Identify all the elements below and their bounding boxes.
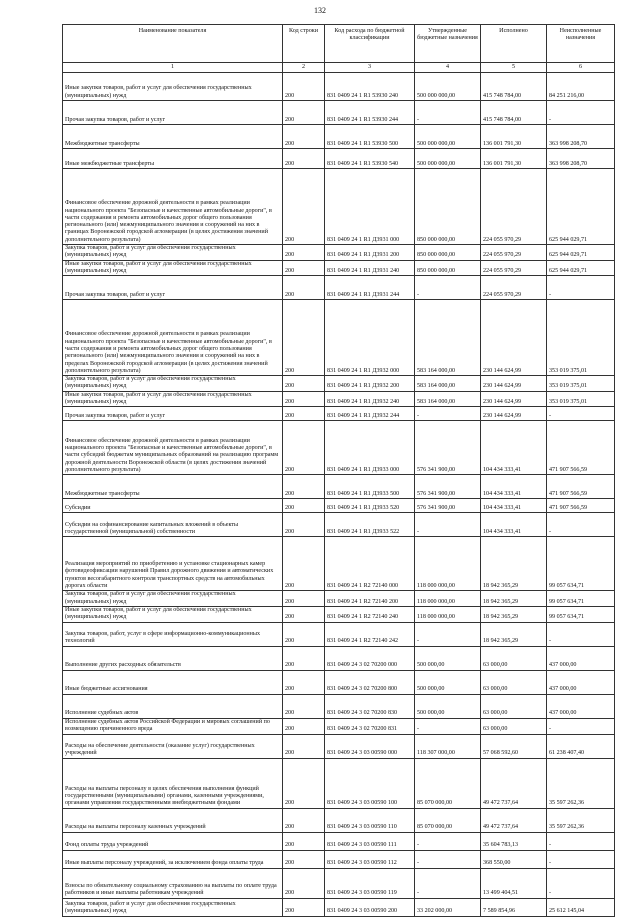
column-number: 4 bbox=[415, 63, 481, 73]
table-row bbox=[63, 499, 615, 513]
table-row bbox=[63, 898, 615, 916]
row-code-cell: 200 bbox=[283, 73, 325, 101]
row-name-cell: Закупка товаров, работ и услуг для обеспечения государственных (муниципальных) нужд bbox=[63, 245, 283, 261]
row-kbk-cell: 831 0409 24 1 R1 Д3932 240 bbox=[325, 391, 415, 407]
table-row bbox=[63, 260, 615, 276]
row-approved-cell: 576 341 900,00 bbox=[415, 499, 481, 513]
row-approved-cell: 583 164 000,00 bbox=[415, 376, 481, 392]
row-approved-cell: 500 000,00 bbox=[415, 670, 481, 694]
row-name-cell: Закупка товаров, работ и услуг для обеспечения государственных (муниципальных) нужд bbox=[63, 898, 283, 916]
row-name-cell: Финансовое обеспечение дорожной деятельности в рамках реализации национального проекта "Безопасные и качественные автомобильные дороги", в части содержания и ремонта автомобильных дорог общего пользования регионального (или) межмуниципального значения и сооружений на них в пределах Воронежской городской агломерации (в целях достижения значений дополнительного результата) bbox=[63, 300, 283, 376]
row-unexecuted-cell: 25 612 145,04 bbox=[547, 898, 615, 916]
row-unexecuted-cell: - bbox=[547, 718, 615, 734]
row-kbk-cell: 831 0409 24 1 R1 Д3931 200 bbox=[325, 245, 415, 261]
row-unexecuted-cell: 471 907 566,59 bbox=[547, 421, 615, 475]
column-number: 3 bbox=[325, 63, 415, 73]
row-kbk-cell: 831 0409 24 3 03 00590 112 bbox=[325, 850, 415, 868]
row-unexecuted-cell: 625 944 029,71 bbox=[547, 260, 615, 276]
row-name-cell: Иные закупки товаров, работ и услуг для обеспечения государственных (муниципальных) нужд bbox=[63, 606, 283, 622]
row-executed-cell: 224 055 970,29 bbox=[481, 245, 547, 261]
row-executed-cell: 224 055 970,29 bbox=[481, 260, 547, 276]
row-kbk-cell: 831 0409 24 1 R1 Д3933 522 bbox=[325, 513, 415, 537]
row-code-cell: 200 bbox=[283, 376, 325, 392]
row-approved-cell: 500 000 000,00 bbox=[415, 125, 481, 149]
header-indicator-name: Наименование показателя bbox=[63, 25, 283, 63]
row-executed-cell: 230 144 624,99 bbox=[481, 300, 547, 376]
row-kbk-cell: 831 0409 24 1 R1 53930 240 bbox=[325, 73, 415, 101]
row-name-cell: Исполнение судебных актов Российской Федерации и мировых соглашений по возмещению причиненного вреда bbox=[63, 718, 283, 734]
row-unexecuted-cell: 471 907 566,59 bbox=[547, 499, 615, 513]
row-executed-cell: 18 942 365,29 bbox=[481, 591, 547, 607]
row-code-cell: 200 bbox=[283, 101, 325, 125]
row-code-cell: 200 bbox=[283, 646, 325, 670]
row-kbk-cell: 831 0409 24 1 R1 Д3932 000 bbox=[325, 300, 415, 376]
row-unexecuted-cell: 84 251 216,00 bbox=[547, 73, 615, 101]
row-name-cell: Иные выплаты персоналу учреждений, за исключением фонда оплаты труда bbox=[63, 850, 283, 868]
row-name-cell: Межбюджетные трансферты bbox=[63, 475, 283, 499]
row-executed-cell: 18 942 365,29 bbox=[481, 622, 547, 646]
row-kbk-cell: 831 0409 24 1 R1 Д3933 520 bbox=[325, 499, 415, 513]
row-code-cell: 200 bbox=[283, 169, 325, 245]
row-kbk-cell: 831 0409 24 1 R1 53930 244 bbox=[325, 101, 415, 125]
row-name-cell: Иные закупки товаров, работ и услуг для обеспечения государственных (муниципальных) нужд bbox=[63, 73, 283, 101]
row-name-cell: Иные закупки товаров, работ и услуг для обеспечения государственных (муниципальных) нужд bbox=[63, 391, 283, 407]
row-approved-cell: 85 070 000,00 bbox=[415, 758, 481, 808]
row-code-cell: 200 bbox=[283, 868, 325, 898]
row-code-cell: 200 bbox=[283, 513, 325, 537]
table-row bbox=[63, 646, 615, 670]
row-kbk-cell: 831 0409 24 3 02 70200 000 bbox=[325, 646, 415, 670]
row-executed-cell: 63 000,00 bbox=[481, 718, 547, 734]
row-approved-cell: 583 164 000,00 bbox=[415, 300, 481, 376]
row-kbk-cell: 831 0409 24 1 R1 53930 500 bbox=[325, 125, 415, 149]
row-executed-cell: 415 748 784,00 bbox=[481, 101, 547, 125]
row-approved-cell: 850 000 000,00 bbox=[415, 169, 481, 245]
row-approved-cell: - bbox=[415, 850, 481, 868]
row-unexecuted-cell: 437 000,00 bbox=[547, 670, 615, 694]
row-code-cell: 200 bbox=[283, 606, 325, 622]
row-approved-cell: 500 000,00 bbox=[415, 646, 481, 670]
row-unexecuted-cell: - bbox=[547, 868, 615, 898]
row-code-cell: 200 bbox=[283, 670, 325, 694]
row-code-cell: 200 bbox=[283, 300, 325, 376]
row-kbk-cell: 831 0409 24 3 03 00590 119 bbox=[325, 868, 415, 898]
table-row bbox=[63, 537, 615, 591]
row-executed-cell: 368 550,00 bbox=[481, 850, 547, 868]
table-row bbox=[63, 591, 615, 607]
row-approved-cell: 118 307 000,00 bbox=[415, 734, 481, 758]
row-kbk-cell: 831 0409 24 3 02 70200 830 bbox=[325, 694, 415, 718]
row-name-cell: Субсидии на софинансирование капитальных вложений в объекты государственной (муниципальной) собственности bbox=[63, 513, 283, 537]
row-code-cell: 200 bbox=[283, 149, 325, 169]
row-approved-cell: - bbox=[415, 622, 481, 646]
table-row bbox=[63, 808, 615, 832]
table-row bbox=[63, 513, 615, 537]
table-row bbox=[63, 606, 615, 622]
row-unexecuted-cell: - bbox=[547, 276, 615, 300]
row-name-cell: Расходы на выплаты персоналу в целях обеспечения выполнения функций государственными (муниципальными) органами, казенными учреждениями, органами управления государственными внебюджетными фондами bbox=[63, 758, 283, 808]
row-kbk-cell: 831 0409 24 1 R1 Д3931 000 bbox=[325, 169, 415, 245]
row-code-cell: 200 bbox=[283, 391, 325, 407]
row-code-cell: 200 bbox=[283, 832, 325, 850]
row-code-cell: 200 bbox=[283, 718, 325, 734]
row-kbk-cell: 831 0409 24 3 02 70200 800 bbox=[325, 670, 415, 694]
row-executed-cell: 415 748 784,00 bbox=[481, 73, 547, 101]
row-executed-cell: 136 001 791,30 bbox=[481, 149, 547, 169]
row-unexecuted-cell: 61 238 407,40 bbox=[547, 734, 615, 758]
row-executed-cell: 136 001 791,30 bbox=[481, 125, 547, 149]
row-name-cell: Прочая закупка товаров, работ и услуг bbox=[63, 101, 283, 125]
row-kbk-cell: 831 0409 24 1 R1 Д3931 240 bbox=[325, 260, 415, 276]
row-approved-cell: 118 000 000,00 bbox=[415, 537, 481, 591]
row-approved-cell: - bbox=[415, 101, 481, 125]
row-executed-cell: 57 068 592,60 bbox=[481, 734, 547, 758]
row-code-cell: 200 bbox=[283, 407, 325, 421]
row-executed-cell: 7 589 854,96 bbox=[481, 898, 547, 916]
row-approved-cell: 850 000 000,00 bbox=[415, 260, 481, 276]
table-row bbox=[63, 622, 615, 646]
row-name-cell: Реализация мероприятий по приобретению и установке стационарных камер фотовидеофиксации нарушений Правил дорожного движения и автоматических пунктов весогабаритного контроля транспортных средств на автомобильных дорогах области bbox=[63, 537, 283, 591]
row-executed-cell: 230 144 624,99 bbox=[481, 407, 547, 421]
row-code-cell: 200 bbox=[283, 276, 325, 300]
row-approved-cell: 850 000 000,00 bbox=[415, 245, 481, 261]
row-kbk-cell: 831 0409 24 1 R2 72140 240 bbox=[325, 606, 415, 622]
row-code-cell: 200 bbox=[283, 898, 325, 916]
row-name-cell: Субсидии bbox=[63, 499, 283, 513]
column-number: 2 bbox=[283, 63, 325, 73]
row-name-cell: Закупка товаров, работ и услуг для обеспечения государственных (муниципальных) нужд bbox=[63, 591, 283, 607]
row-name-cell: Финансовое обеспечение дорожной деятельности в рамках реализации национального проекта "Безопасные и качественные автомобильные дороги", в части содержания и ремонта автомобильных дорог общего пользования регионального (или) межмуниципального значения и сооружений на них в границах Воронежской городской агломерации (в целях достижения значений дополнительного результата) bbox=[63, 169, 283, 245]
row-unexecuted-cell: 99 057 634,71 bbox=[547, 606, 615, 622]
row-executed-cell: 13 499 404,51 bbox=[481, 868, 547, 898]
row-unexecuted-cell: 471 907 566,59 bbox=[547, 475, 615, 499]
row-unexecuted-cell: 363 998 208,70 bbox=[547, 125, 615, 149]
row-unexecuted-cell: 363 998 208,70 bbox=[547, 149, 615, 169]
column-number: 1 bbox=[63, 63, 283, 73]
row-executed-cell: 49 472 737,64 bbox=[481, 808, 547, 832]
row-name-cell: Взносы по обязательному социальному страхованию на выплаты по оплате труда работников и иные выплаты работникам учреждений bbox=[63, 868, 283, 898]
row-name-cell: Закупка товаров, работ и услуг для обеспечения государственных (муниципальных) нужд bbox=[63, 376, 283, 392]
table-row bbox=[63, 694, 615, 718]
table-row bbox=[63, 149, 615, 169]
row-code-cell: 200 bbox=[283, 475, 325, 499]
row-kbk-cell: 831 0409 24 1 R2 72140 200 bbox=[325, 591, 415, 607]
row-approved-cell: - bbox=[415, 513, 481, 537]
row-kbk-cell: 831 0409 24 1 R1 Д3933 000 bbox=[325, 421, 415, 475]
table-row bbox=[63, 670, 615, 694]
row-name-cell: Иные межбюджетные трансферты bbox=[63, 149, 283, 169]
table-row bbox=[63, 407, 615, 421]
row-code-cell: 200 bbox=[283, 734, 325, 758]
header-approved-appropriations: Утвержденные бюджетные назначения bbox=[415, 25, 481, 63]
row-unexecuted-cell: - bbox=[547, 407, 615, 421]
row-kbk-cell: 831 0409 24 1 R1 53930 540 bbox=[325, 149, 415, 169]
row-executed-cell: 18 942 365,29 bbox=[481, 606, 547, 622]
row-approved-cell: 500 000,00 bbox=[415, 694, 481, 718]
table-row bbox=[63, 832, 615, 850]
row-kbk-cell: 831 0409 24 3 03 00590 200 bbox=[325, 898, 415, 916]
row-kbk-cell: 831 0409 24 3 03 00590 111 bbox=[325, 832, 415, 850]
row-code-cell: 200 bbox=[283, 125, 325, 149]
row-code-cell: 200 bbox=[283, 758, 325, 808]
table-row bbox=[63, 101, 615, 125]
table-row bbox=[63, 276, 615, 300]
table-row bbox=[63, 376, 615, 392]
row-approved-cell: 118 000 000,00 bbox=[415, 591, 481, 607]
header-line-code: Код строки bbox=[283, 25, 325, 63]
row-kbk-cell: 831 0409 24 1 R2 72140 242 bbox=[325, 622, 415, 646]
row-code-cell: 200 bbox=[283, 499, 325, 513]
row-approved-cell: 118 000 000,00 bbox=[415, 606, 481, 622]
row-executed-cell: 63 000,00 bbox=[481, 646, 547, 670]
header-budget-classification-code: Код расхода по бюджетной классификации bbox=[325, 25, 415, 63]
row-name-cell: Финансовое обеспечение дорожной деятельности в рамках реализации национального проекта "Безопасные и качественные автомобильные дороги", в части субсидий бюджетам муниципальных образований на реализацию программ дорожной деятельности Воронежской области (в целях достижения значений дополнительного результата) bbox=[63, 421, 283, 475]
row-unexecuted-cell: 35 597 262,36 bbox=[547, 808, 615, 832]
row-executed-cell: 104 434 333,41 bbox=[481, 499, 547, 513]
row-unexecuted-cell: 99 057 634,71 bbox=[547, 537, 615, 591]
row-code-cell: 200 bbox=[283, 694, 325, 718]
column-number: 6 bbox=[547, 63, 615, 73]
row-executed-cell: 224 055 970,29 bbox=[481, 276, 547, 300]
row-unexecuted-cell: - bbox=[547, 513, 615, 537]
row-name-cell: Прочая закупка товаров, работ и услуг bbox=[63, 407, 283, 421]
table-row bbox=[63, 475, 615, 499]
row-code-cell: 200 bbox=[283, 245, 325, 261]
row-executed-cell: 104 434 333,41 bbox=[481, 513, 547, 537]
table-row bbox=[63, 868, 615, 898]
row-unexecuted-cell: - bbox=[547, 850, 615, 868]
header-executed: Исполнено bbox=[481, 25, 547, 63]
row-code-cell: 200 bbox=[283, 260, 325, 276]
row-code-cell: 200 bbox=[283, 421, 325, 475]
table-body bbox=[63, 73, 615, 917]
row-approved-cell: 576 341 900,00 bbox=[415, 475, 481, 499]
row-approved-cell: 33 202 000,00 bbox=[415, 898, 481, 916]
row-code-cell: 200 bbox=[283, 622, 325, 646]
row-unexecuted-cell: - bbox=[547, 622, 615, 646]
table-row bbox=[63, 125, 615, 149]
row-executed-cell: 104 434 333,41 bbox=[481, 475, 547, 499]
row-name-cell: Иные закупки товаров, работ и услуг для обеспечения государственных (муниципальных) нужд bbox=[63, 260, 283, 276]
table-row bbox=[63, 245, 615, 261]
row-name-cell: Расходы на выплаты персоналу казенных учреждений bbox=[63, 808, 283, 832]
row-unexecuted-cell: - bbox=[547, 101, 615, 125]
row-kbk-cell: 831 0409 24 1 R1 Д3932 244 bbox=[325, 407, 415, 421]
table-row bbox=[63, 718, 615, 734]
table-row bbox=[63, 734, 615, 758]
row-unexecuted-cell: 353 019 375,01 bbox=[547, 391, 615, 407]
row-unexecuted-cell: 353 019 375,01 bbox=[547, 300, 615, 376]
row-unexecuted-cell: 99 057 634,71 bbox=[547, 591, 615, 607]
row-executed-cell: 49 472 737,64 bbox=[481, 758, 547, 808]
row-name-cell: Фонд оплаты труда учреждений bbox=[63, 832, 283, 850]
table-row bbox=[63, 850, 615, 868]
row-approved-cell: - bbox=[415, 718, 481, 734]
row-code-cell: 200 bbox=[283, 591, 325, 607]
row-approved-cell: 576 341 900,00 bbox=[415, 421, 481, 475]
table-row bbox=[63, 73, 615, 101]
row-unexecuted-cell: 353 019 375,01 bbox=[547, 376, 615, 392]
row-unexecuted-cell: 437 000,00 bbox=[547, 694, 615, 718]
page-number: 132 bbox=[314, 6, 326, 15]
row-approved-cell: 85 070 000,00 bbox=[415, 808, 481, 832]
row-name-cell: Иные бюджетные ассигнования bbox=[63, 670, 283, 694]
column-number: 5 bbox=[481, 63, 547, 73]
row-approved-cell: - bbox=[415, 832, 481, 850]
table-row bbox=[63, 169, 615, 245]
row-executed-cell: 224 055 970,29 bbox=[481, 169, 547, 245]
row-kbk-cell: 831 0409 24 1 R2 72140 000 bbox=[325, 537, 415, 591]
row-approved-cell: 500 000 000,00 bbox=[415, 73, 481, 101]
row-unexecuted-cell: - bbox=[547, 832, 615, 850]
row-kbk-cell: 831 0409 24 1 R1 Д3931 244 bbox=[325, 276, 415, 300]
row-executed-cell: 230 144 624,99 bbox=[481, 376, 547, 392]
row-executed-cell: 63 000,00 bbox=[481, 694, 547, 718]
row-code-cell: 200 bbox=[283, 808, 325, 832]
row-approved-cell: 583 164 000,00 bbox=[415, 391, 481, 407]
table-row bbox=[63, 391, 615, 407]
row-name-cell: Выполнение других расходных обязательств bbox=[63, 646, 283, 670]
row-kbk-cell: 831 0409 24 3 03 00590 000 bbox=[325, 734, 415, 758]
row-executed-cell: 35 604 783,13 bbox=[481, 832, 547, 850]
column-number-row bbox=[63, 63, 615, 73]
row-kbk-cell: 831 0409 24 3 03 00590 110 bbox=[325, 808, 415, 832]
row-unexecuted-cell: 437 000,00 bbox=[547, 646, 615, 670]
row-name-cell: Прочая закупка товаров, работ и услуг bbox=[63, 276, 283, 300]
budget-execution-table bbox=[62, 24, 615, 917]
row-approved-cell: 500 000 000,00 bbox=[415, 149, 481, 169]
row-kbk-cell: 831 0409 24 1 R1 Д3933 500 bbox=[325, 475, 415, 499]
row-unexecuted-cell: 35 597 262,36 bbox=[547, 758, 615, 808]
row-executed-cell: 230 144 624,99 bbox=[481, 391, 547, 407]
row-executed-cell: 104 434 333,41 bbox=[481, 421, 547, 475]
row-approved-cell: - bbox=[415, 868, 481, 898]
row-unexecuted-cell: 625 944 029,71 bbox=[547, 245, 615, 261]
table-header-row bbox=[63, 25, 615, 63]
row-name-cell: Расходы на обеспечение деятельности (оказание услуг) государственных учреждений bbox=[63, 734, 283, 758]
row-name-cell: Исполнение судебных актов bbox=[63, 694, 283, 718]
table-row bbox=[63, 758, 615, 808]
row-kbk-cell: 831 0409 24 1 R1 Д3932 200 bbox=[325, 376, 415, 392]
row-kbk-cell: 831 0409 24 3 03 00590 100 bbox=[325, 758, 415, 808]
row-unexecuted-cell: 625 944 029,71 bbox=[547, 169, 615, 245]
row-executed-cell: 18 942 365,29 bbox=[481, 537, 547, 591]
row-executed-cell: 63 000,00 bbox=[481, 670, 547, 694]
row-name-cell: Межбюджетные трансферты bbox=[63, 125, 283, 149]
row-approved-cell: - bbox=[415, 407, 481, 421]
header-unexecuted: Неисполненные назначения bbox=[547, 25, 615, 63]
row-approved-cell: - bbox=[415, 276, 481, 300]
row-code-cell: 200 bbox=[283, 850, 325, 868]
row-kbk-cell: 831 0409 24 3 02 70200 831 bbox=[325, 718, 415, 734]
row-name-cell: Закупка товаров, работ, услуг в сфере информационно-коммуникационных технологий bbox=[63, 622, 283, 646]
table-row bbox=[63, 421, 615, 475]
row-code-cell: 200 bbox=[283, 537, 325, 591]
table-row bbox=[63, 300, 615, 376]
